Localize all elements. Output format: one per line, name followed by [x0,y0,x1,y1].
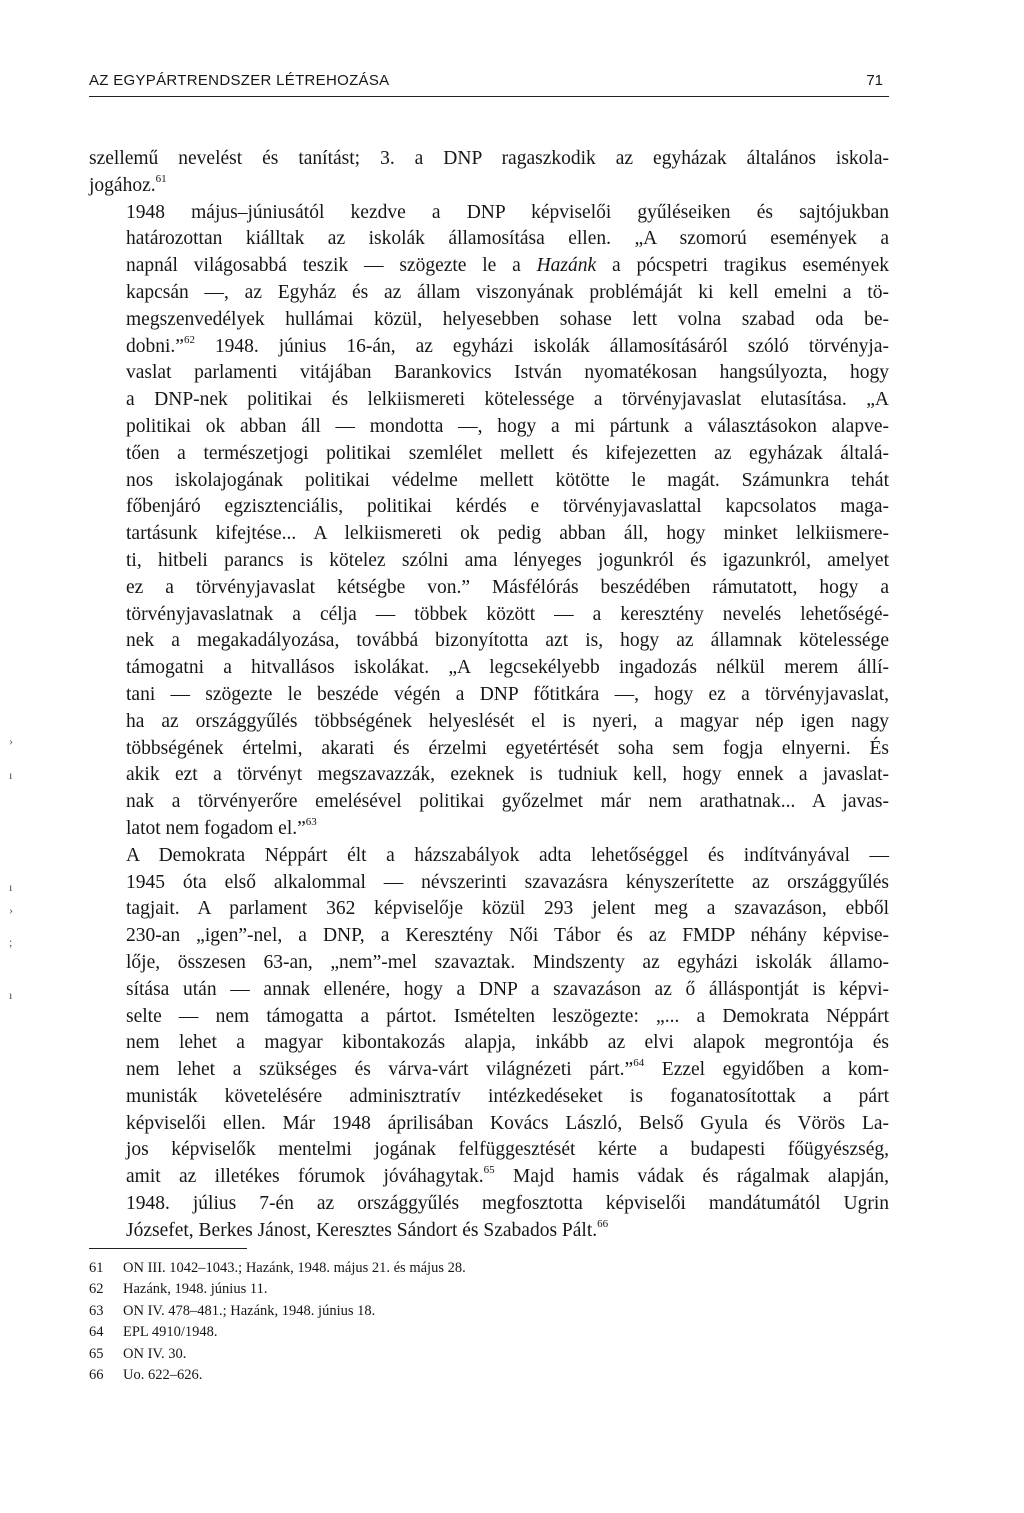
text-line: selte — nem támogatta a pártot. Ismételten leszögezte: „... a Demokrata Néppárt [126,1005,889,1027]
footnote-number: 64 [89,1324,104,1341]
text-line: nem lehet a magyar kibontakozás alapja, inkább az elvi alapok megrontója és [126,1032,889,1054]
paragraph-2 [89,200,889,843]
text-line: sítása után — annak ellenére, hogy a DNP a szavazáson az ő álláspontját is képvi- [126,978,889,1000]
text-line: támogatni a hitvallásos iskolákat. „A legcsekélyebb ingadozás nélkül merem állí- [126,657,889,679]
text-line: Józsefet, Berkes Jánost, Keresztes Sándort és Szabados Pált.$^{66}$ [126,1217,609,1241]
text-line: politikai ok abban áll — mondotta —, hogy a mi pártunk a választásokon alapve- [126,415,889,437]
paragraph-1 [89,146,889,200]
text-line: napnál világosabbá teszik — szögezte le a Hazánk a pócspetri tragikus események [126,255,889,277]
footnote-number: 63 [89,1302,104,1319]
footnote-ref-64[interactable]: 64 [633,1057,645,1070]
footnote-text: EPL 4910/1948. [123,1324,218,1341]
text-line: vaslat parlamenti vitájában Barankovics István nyomatékosan hangsúlyozta, hogy [126,362,889,384]
margin-mark: ; [9,935,13,949]
text-line: amit az illetékes fórumok jóváhagytak.$^{65}$ Majd hamis vádak és rágalmak alapján, [126,1164,889,1188]
text-line: jogához.$^{61}$ [89,172,167,196]
text-line: ti, hitbeli parancs is kötelez szólni ama lényeges jogunkról és igazunkról, amelyet [126,549,889,571]
footnote-ref-63[interactable]: 63 [305,815,317,828]
running-header [89,66,889,97]
footnote-text: ON IV. 30. [123,1345,187,1362]
text-line: nem lehet a szükséges és várva-várt világnézeti párt.”$^{64}$ Ezzel egyidőben a kom- [126,1057,889,1081]
text-line: többségének értelmi, akarati és érzelmi egyetértését soha sem fogja elnyerni. És [126,737,889,759]
footnote-item [89,1365,789,1386]
text-line: tően a természetjogi politikai szemlélet mellett és kifejezetten az egyházak általá- [126,442,889,464]
paragraph-3 [89,843,889,1245]
text-line: kapcsán —, az Egyház és az állam viszonyának problémáját ki kell emelni a tö- [126,281,889,303]
footnote-ref-61[interactable]: 61 [155,172,167,185]
text-line: akik ezt a törvényt megszavazzák, ezeknek is tudniuk kell, hogy ennek a javaslat- [126,764,889,786]
footnote-item [89,1279,789,1300]
text-line: latot nem fogadom el.”$^{63}$ [126,815,317,839]
text-line: megszenvedélyek hullámai közül, helyesebben sohase lett volna szabad oda be- [126,308,889,330]
text-line: 1948. július 7-én az országgyűlés megfosztotta képviselői mandátumától Ugrin [126,1193,889,1215]
text-line: nek a megakadályozása, továbbá bizonyította azt is, hogy az államnak kötelessége [126,630,889,652]
margin-mark: ı [9,768,13,782]
text-line: 1948 május–júniusától kezdve a DNP képviselői gyűléseiken és sajtójukban [126,201,889,223]
footnote-text: Hazánk, 1948. június 11. [123,1281,268,1298]
footnotes [89,1258,789,1386]
footnote-number: 62 [89,1281,104,1298]
text-line: határozottan kiálltak az iskolák államosítása ellen. „A szomorú események a [126,228,889,250]
text-line: lője, összesen 63-an, „nem”-mel szavaztak. Mindszenty az egyházi iskolák államo- [126,951,889,973]
footnote-item [89,1301,789,1322]
footnote-text: ON IV. 478–481.; Hazánk, 1948. június 18. [123,1302,376,1319]
text-line: tartásunk kifejtése... A lelkiismereti ok pedig abban áll, hogy minket lelkiismere- [126,523,889,545]
footnote-text: Uo. 622–626. [123,1367,203,1384]
footnote-ref-66[interactable]: 66 [597,1217,609,1230]
text-line: dobni.”$^{62}$ 1948. június 16-án, az egyházi iskolák államosításáról szóló törvényja- [126,333,889,357]
text-line: nak a törvényerőre emelésével politikai győzelmet már nem arathatnak... A javas- [126,791,889,813]
text-line: ez a törvényjavaslat kétségbe von.” Másfélórás beszédében rámutatott, hogy a [126,576,889,598]
text-line: képviselői ellen. Már 1948 áprilisában Kovács László, Belső Gyula és Vörös La- [126,1112,889,1134]
newspaper-title: Hazánk [536,255,597,277]
footnote-number: 66 [89,1367,104,1384]
footnote-item [89,1258,789,1279]
margin-mark: ı [9,880,13,894]
footnote-ref-65[interactable]: 65 [483,1164,495,1177]
text-line: munisták követelésére adminisztratív intézkedéseket is foganatosítottak a párt [126,1085,889,1107]
footnote-ref-62[interactable]: 62 [183,333,195,346]
text-line: nos iskolajogának politikai védelme mellett kötötte le magát. Számunkra tehát [126,469,889,491]
running-title: AZ EGYPÁRTRENDSZER LÉTREHOZÁSA [89,72,390,89]
margin-mark: › [9,734,13,748]
page-number: 71 [866,72,883,89]
text-line: tani — szögezte le beszéde végén a DNP főtitkára —, hogy ez a törvényjavaslat, [126,683,889,705]
margin-mark: ı [9,988,13,1002]
text-line: a DNP-nek politikai és lelkiismereti kötelessége a törvényjavaslat elutasítása. „A [126,389,889,411]
footnote-item [89,1322,789,1343]
footnote-separator [89,1248,247,1249]
text-line: jos képviselők mentelmi jogának felfüggesztését kérte a budapesti főügyészség, [126,1139,889,1161]
footnote-item [89,1344,789,1365]
text-line: A Demokrata Néppárt élt a házszabályok adta lehetőséggel és indítványával — [126,844,889,866]
footnote-text: ON III. 1042–1043.; Hazánk, 1948. május 21. és május 28. [123,1260,466,1276]
text-line: 230-an „igen”-nel, a DNP, a Keresztény Női Tábor és az FMDP néhány képvise- [126,925,889,947]
text-line: tagjait. A parlament 362 képviselője közül 293 jelent meg a szavazáson, ebből [126,898,889,920]
margin-mark: › [9,903,13,917]
text-line: ha az országgyűlés többségének helyeslését el is nyeri, a magyar nép igen nagy [126,710,889,732]
footnote-number: 61 [89,1260,104,1276]
text-line: főbenjáró egzisztenciális, politikai kérdés e törvényjavaslattal kapcsolatos maga- [126,496,889,518]
text-line: törvényjavaslatnak a célja — többek között — a keresztény nevelés lehetőségé- [126,603,889,625]
text-line: 1945 óta első alkalommal — névszerinti szavazásra kényszerítette az országgyűlés [126,871,889,893]
footnote-number: 65 [89,1345,104,1362]
body-text [89,146,889,1245]
text-line: szellemű nevelést és tanítást; 3. a DNP ragaszkodik az egyházak általános iskola- [89,148,889,169]
